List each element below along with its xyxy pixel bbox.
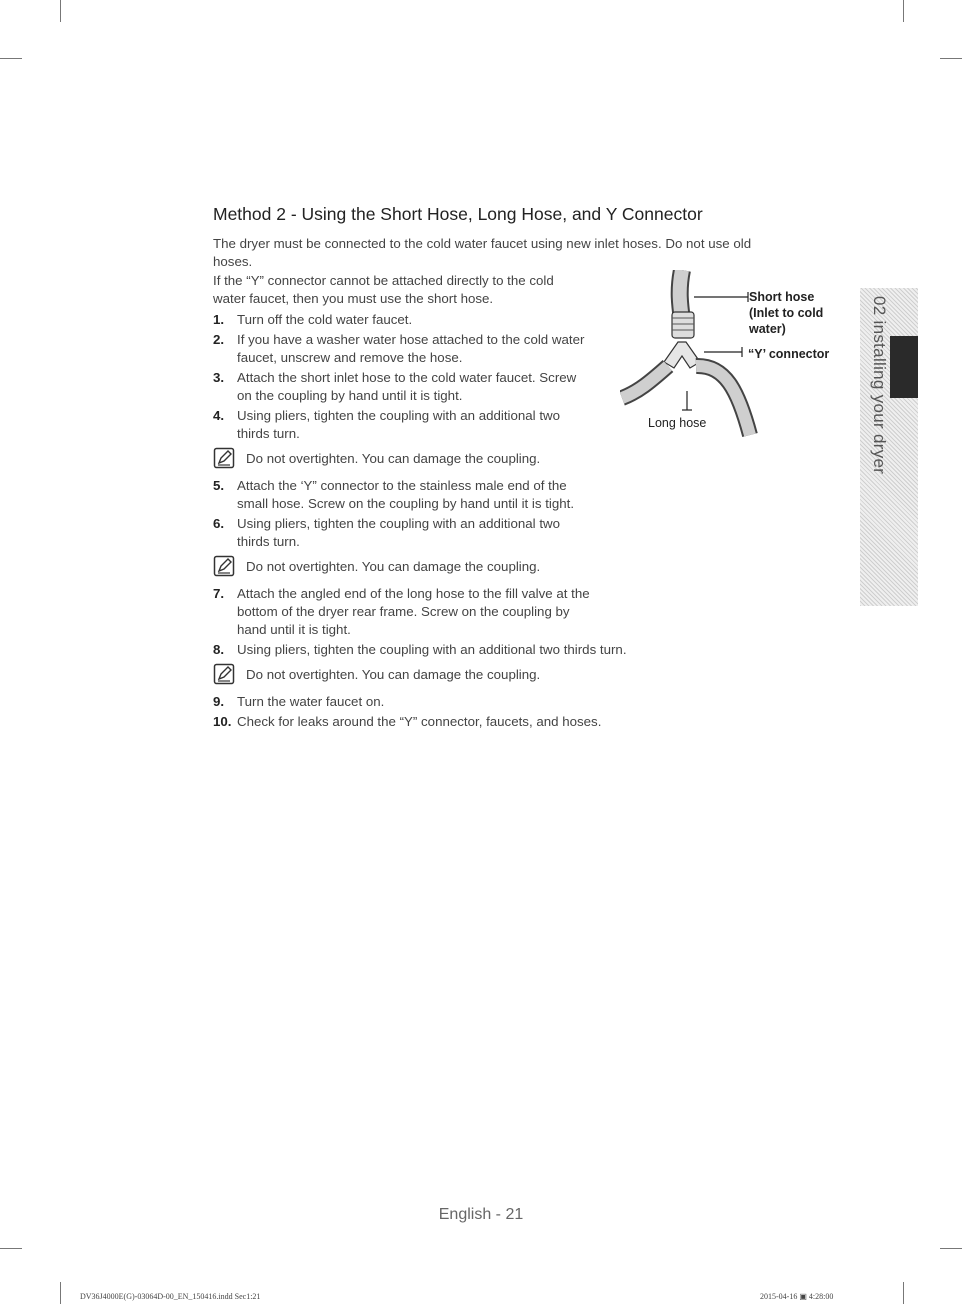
step-text: on the coupling by hand until it is tight. xyxy=(237,388,463,403)
crop-mark xyxy=(60,1282,61,1304)
note-text: Do not overtighten. You can damage the coupling. xyxy=(246,451,541,466)
step-text: Using pliers, tighten the coupling with an additional two thirds turn. xyxy=(237,642,627,657)
intro-line: The dryer must be connected to the cold water faucet using new inlet hoses. Do not use old xyxy=(213,236,752,251)
step-text: If you have a washer water hose attached to the cold water xyxy=(237,332,585,347)
short-hose-label xyxy=(749,289,823,337)
step-text: faucet, unscrew and remove the hose. xyxy=(237,350,463,365)
chapter-tab-label: 02 installing your dryer xyxy=(870,296,889,475)
step-item xyxy=(213,477,574,513)
intro2-line: water faucet, then you must use the short hose. xyxy=(213,291,494,306)
intro-line: hoses. xyxy=(213,254,253,269)
step-number: 8. xyxy=(213,642,225,657)
note xyxy=(213,558,540,576)
crop-mark xyxy=(0,58,22,59)
short-hose-label-line: (Inlet to cold xyxy=(749,306,824,320)
step-item xyxy=(213,311,412,329)
short-hose-label-line: water) xyxy=(749,322,786,336)
note-icon xyxy=(213,447,235,469)
step-text: Attach the angled end of the long hose to the fill valve at the xyxy=(237,586,590,601)
chapter-side-tab xyxy=(860,288,918,606)
step-text: Check for leaks around the “Y” connector, faucets, and hoses. xyxy=(237,714,602,729)
step-number: 6. xyxy=(213,516,225,531)
step-item xyxy=(213,713,601,731)
step-number: 4. xyxy=(213,408,225,423)
step-number: 2. xyxy=(213,332,225,347)
step-item xyxy=(213,693,384,711)
step-number: 7. xyxy=(213,586,225,601)
step-number: 3. xyxy=(213,370,225,385)
step-text: thirds turn. xyxy=(237,534,300,549)
step-text: small hose. Screw on the coupling by hand until it is tight. xyxy=(237,496,575,511)
note-icon xyxy=(213,555,235,577)
intro2-paragraph xyxy=(213,272,633,308)
step-number: 1. xyxy=(213,312,225,327)
step-item xyxy=(213,585,590,639)
coupling xyxy=(672,312,694,338)
step-text: bottom of the dryer rear frame. Screw on the coupling by xyxy=(237,604,570,619)
step-text: Using pliers, tighten the coupling with an additional two xyxy=(237,408,561,423)
crop-mark xyxy=(903,1282,904,1304)
y-connector-label: “Y’ connector xyxy=(748,347,830,361)
crop-mark xyxy=(60,0,61,22)
step-item xyxy=(213,515,560,551)
crop-mark xyxy=(0,1248,22,1249)
section-heading: Method 2 - Using the Short Hose, Long Hose, and Y Connector xyxy=(213,204,703,224)
step-text: Attach the short inlet hose to the cold water faucet. Screw xyxy=(237,370,577,385)
note-text: Do not overtighten. You can damage the coupling. xyxy=(246,559,541,574)
short-hose-label-line: Short hose xyxy=(749,290,815,304)
step-item xyxy=(213,369,576,405)
step-item xyxy=(213,407,560,443)
step-text: thirds turn. xyxy=(237,426,300,441)
step-text: Attach the ‘Y” connector to the stainless male end of the xyxy=(237,478,567,493)
step-item xyxy=(213,641,627,659)
print-slug-file: DV36J4000E(G)-03064D-00_EN_150416.indd Sec1:21 xyxy=(80,1292,261,1301)
step-text: Turn off the cold water faucet. xyxy=(237,312,413,327)
step-text: Using pliers, tighten the coupling with an additional two xyxy=(237,516,561,531)
note xyxy=(213,666,540,684)
note xyxy=(213,450,540,468)
step-number: 5. xyxy=(213,478,225,493)
crop-mark xyxy=(940,58,962,59)
step-text: hand until it is tight. xyxy=(237,622,351,637)
intro2-line: If the “Y” connector cannot be attached directly to the cold xyxy=(213,273,554,288)
page-number: English - 21 xyxy=(438,1206,524,1223)
chapter-tab-marker xyxy=(890,336,918,398)
crop-mark xyxy=(903,0,904,22)
note-icon xyxy=(213,663,235,685)
step-number: 10. xyxy=(213,714,232,729)
step-text: Turn the water faucet on. xyxy=(237,694,385,709)
step-number: 9. xyxy=(213,694,225,709)
crop-mark xyxy=(940,1248,962,1249)
intro-paragraph xyxy=(213,235,833,271)
note-text: Do not overtighten. You can damage the coupling. xyxy=(246,667,541,682)
y-connector xyxy=(664,342,700,368)
step-item xyxy=(213,331,584,367)
print-slug-date: 2015-04-16 ▣ 4:28:00 xyxy=(760,1292,834,1301)
long-hose-label: Long hose xyxy=(648,416,707,430)
